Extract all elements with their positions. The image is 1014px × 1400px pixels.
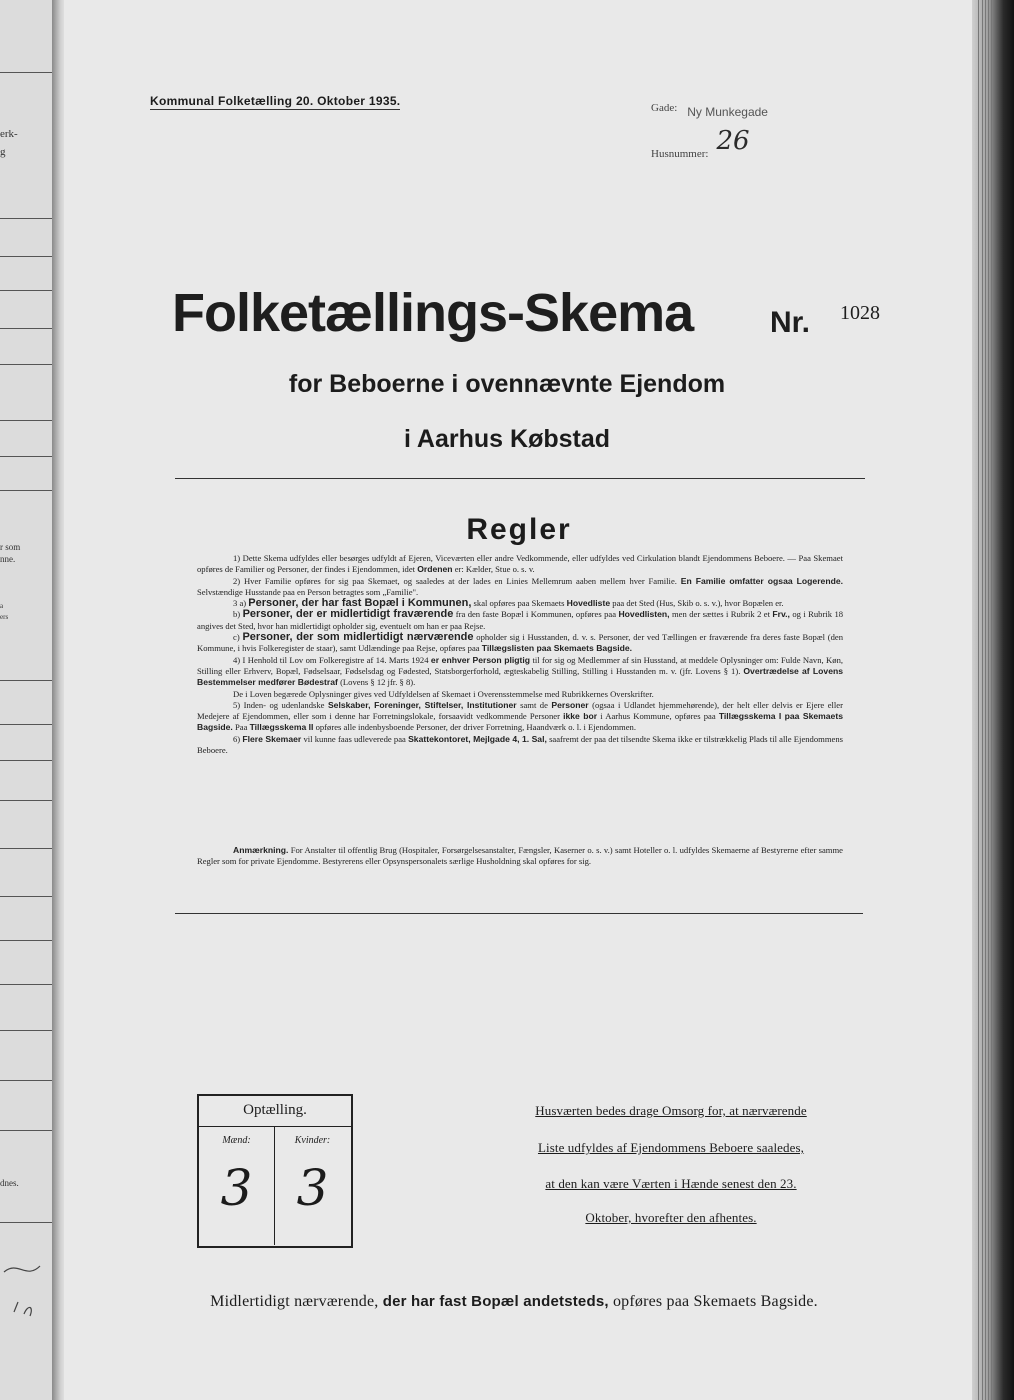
- men-count[interactable]: 3: [220, 1159, 253, 1217]
- rules-heading: Regler: [466, 513, 572, 546]
- left-rule: [0, 456, 58, 457]
- form-number-label: Nr.: [770, 306, 811, 339]
- women-label: Kvinder:: [294, 1135, 331, 1146]
- left-rule: [0, 1080, 58, 1081]
- women-count[interactable]: 3: [296, 1159, 329, 1217]
- street-row: [651, 98, 768, 119]
- left-rule: [0, 680, 58, 681]
- footer-bold: der har fast Bopæl andetsteds,: [382, 1293, 609, 1310]
- left-fragment: g: [0, 146, 6, 158]
- tally-box: [197, 1094, 353, 1248]
- instruction-line-1: Husværten bedes drage Omsorg for, at nærværende: [535, 1103, 807, 1118]
- form-subtitle-1: for Beboerne i ovennævnte Ejendom: [288, 370, 726, 398]
- form-subtitle-2: i Aarhus Købstad: [403, 425, 611, 453]
- house-number-row: [651, 126, 750, 160]
- remark-label: Anmærkning.: [233, 845, 289, 855]
- rule-1: 1) Dette Skema udfyldes eller besørges udfyldt af Ejeren, Viceværten eller andre Vedkommende, eller udfyldes ved Cirkulation blandt Ejendommens Beboere. — Paa Skemaet opføres de Familier og Personer, der findes i Ejendommen, idet Ordenen er: Kælder, Stue o. s. v.: [197, 553, 843, 575]
- rule-3b: b) Personer, der er midlertidigt fraværende fra den faste Bopæl i Kommunen, opføres paa Hovedlisten, men der sættes i Rubrik 2 et Frv., og i Rubrik 18 angives det Sted, hvor han midlertidigt opholder sig, eventuelt om han er paa Rejse.: [197, 608, 844, 631]
- rule-5: 5) Inden- og udenlandske Selskaber, Foreninger, Stiftelser, Institutioner samt de Personer (ogsaa i Udlandet hjemmehørende), der helt eller delvis er Ejere eller Medejere af Ejendommen, eller som i denne har Forretningslokale, forsaavidt vedkommende Personer ikke bor i Aarhus Kommune, opføres paa Tillægsskema I paa Skemaets Bagside. Paa Tillægsskema II opføres alle indenbysboende Personer, der driver Forretning, Haandværk o. l. i Ejendommen.: [197, 699, 843, 733]
- rule-4: 4) I Henhold til Lov om Folkeregistre af 14. Marts 1924 er enhver Person pligtig til for sig og Medlemmer af sin Husstand, at meddele Oplysninger om: Fulde Navn, Køn, Stilling eller Erhverv, Bopæl, Fødselsaar, Fødselsdag og Fødested, Statsborgerforhold, ægteskabelig Stilling, Stilling i Husstanden m. v. (jfr. Lovens § 1). Overtrædelse af Lovens Bestemmelser medfører Bødestraf (Lovens § 12 jfr. § 8).: [197, 654, 844, 688]
- left-fragment: dnes.: [0, 1178, 19, 1188]
- street-label: Gade:: [651, 102, 678, 114]
- instruction-line-4: Oktober, hvorefter den afhentes.: [585, 1210, 757, 1225]
- street-value: Ny Munkegade: [687, 105, 768, 119]
- footer-pre: Midlertidigt nærværende,: [210, 1293, 379, 1310]
- rule-6: 6) Flere Skemaer vil kunne faas udleverede paa Skattekontoret, Mejlgade 4, 1. Sal, saafremt der paa det tilsendte Skema ikke er tilstrækkelig Plads til alle Ejendommens Beboere.: [197, 733, 843, 756]
- tally-men-column: [199, 1127, 275, 1245]
- left-rule: [0, 940, 58, 941]
- left-rule: [0, 896, 58, 897]
- left-fragment: erk-: [0, 128, 18, 140]
- left-rule: [0, 72, 58, 73]
- left-rule: [0, 290, 58, 291]
- rules-text: [197, 553, 843, 756]
- left-rule: [0, 984, 58, 985]
- left-fragment: r som: [0, 542, 21, 552]
- left-fragment: ers: [0, 613, 9, 621]
- rule-3c: c) Personer, der som midlertidigt nærværende opholder sig i Husstanden, d. v. s. Personer, der ved Tællingen er fraværende fra deres faste Bopæl (den Kommune, i hvis Folkeregister de staar), samt Udlændinge paa Rejse, opføres paa Tillægslisten paa Skemaets Bagside.: [197, 631, 843, 654]
- rule-3a: 3 a) Personer, der har fast Bopæl i Kommunen, skal opføres paa Skemaets Hovedliste paa det Sted (Hus, Skib o. s. v.), hvor Bopælen er.: [233, 597, 784, 610]
- divider-line: [175, 913, 863, 914]
- house-number-label: Husnummer:: [651, 148, 709, 160]
- left-page-edge: [0, 0, 58, 1400]
- rule-2: 2) Hver Familie opføres for sig paa Skemaet, og saaledes at der lades en Linies Mellemrum aaben mellem hver Familie. En Familie omfatter ogsaa Logerende. Selvstændige Husstande paa en Person betragtes som „Familie".: [197, 575, 843, 597]
- left-rule: [0, 420, 58, 421]
- rule-4-extra: De i Loven begærede Oplysninger gives ved Udfyldelsen af Skemaet i Overensstemmelse med Rubrikkernes Overskrifter.: [233, 688, 654, 699]
- tally-title: Optælling.: [243, 1102, 307, 1118]
- house-number-value: 26: [716, 126, 750, 156]
- remark-paragraph: [197, 845, 843, 868]
- left-fragment: a: [0, 602, 4, 610]
- left-rule: [0, 1222, 58, 1223]
- remark-text: For Anstalter til offentlig Brug (Hospitaler, Forsørgelsesanstalter, Fængsler, Kaserner o. s. v.) samt Hoteller o. l. udfyldes Skemaerne af Bestyrerne efter samme Regler som for private Ejendomme. Bestyrerens eller Opsynspersonalets særlige Husholdning skal opføres for sig.: [197, 845, 843, 867]
- left-rule: [0, 800, 58, 801]
- left-rule: [0, 364, 58, 365]
- left-rule: [0, 256, 58, 257]
- left-rule: [0, 1130, 58, 1131]
- left-rule: [0, 490, 58, 491]
- left-fragment: nne.: [0, 554, 16, 564]
- men-label: Mænd:: [222, 1135, 251, 1146]
- left-rule: [0, 218, 58, 219]
- stacked-pages-edge: [972, 0, 1014, 1400]
- tally-women-column: [275, 1127, 350, 1245]
- tally-row: [199, 1126, 351, 1245]
- left-rule: [0, 760, 58, 761]
- divider-line: [175, 478, 865, 479]
- form-title: Folketællings-Skema: [172, 283, 694, 343]
- left-handwriting: [0, 1250, 58, 1330]
- form-number-value: 1028: [840, 302, 880, 324]
- left-rule: [0, 724, 58, 725]
- instruction-line-3: at den kan være Værten i Hænde senest den 23.: [545, 1176, 797, 1191]
- instruction-line-2: Liste udfyldes af Ejendommens Beboere saaledes,: [537, 1140, 805, 1155]
- left-rule: [0, 328, 58, 329]
- left-rule: [0, 848, 58, 849]
- footer-note: [0, 1293, 1014, 1311]
- census-header-label: Kommunal Folketælling 20. Oktober 1935.: [150, 94, 401, 108]
- footer-post: opføres paa Skemaets Bagside.: [612, 1293, 818, 1310]
- left-rule: [0, 1030, 58, 1031]
